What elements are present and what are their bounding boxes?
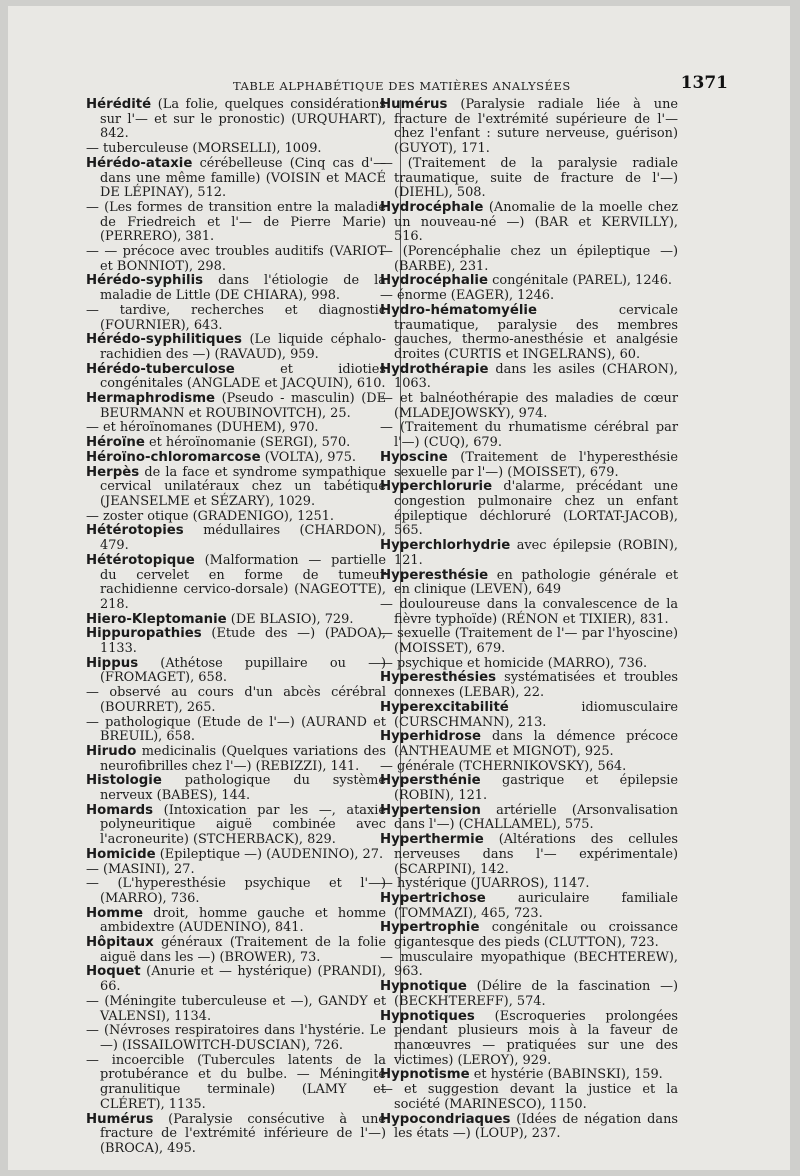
index-subentry: [380, 627, 678, 656]
entry-text: — et suggestion devant la justice et la société (MARINESCO), 1150.: [380, 1082, 678, 1112]
entry-heading: Herpès: [86, 464, 140, 480]
entry-text: gastrique et épilepsie (ROBIN), 121.: [394, 773, 678, 804]
entry-text: (Idées de négation dans les états —) (LOUP), 237.: [394, 1111, 678, 1142]
entry-text: et idioties congénitales (ANGLADE et JACQUIN), 610.: [100, 361, 386, 392]
entry-heading: Hypnotisme: [380, 1067, 470, 1083]
entry-heading: Héroïne: [86, 435, 145, 451]
index-subentry: [380, 245, 678, 274]
index-entry: [380, 98, 678, 157]
entry-text: congénitale ou croissance gigantesque des pieds (CLUTTON), 723.: [394, 920, 678, 951]
index-entry: [380, 921, 678, 950]
index-entry: [380, 1068, 678, 1083]
entry-heading: Hérédo-syphilitiques: [86, 332, 242, 348]
entry-heading: Hermaphrodisme: [86, 391, 216, 407]
index-column-left: [86, 98, 386, 1157]
entry-text: et héroïnomanie (SERGI), 570.: [144, 435, 351, 451]
index-entry: [86, 451, 386, 466]
entry-heading: Hôpitaux: [86, 935, 154, 951]
entry-text: (Traitement de l'hyperesthésie sexuelle par l'—) (MOISSET), 679.: [394, 449, 678, 480]
entry-heading: Hypertension: [380, 802, 481, 818]
index-subentry: [380, 289, 678, 304]
entry-heading: Héroïno-chloromarcose: [86, 449, 261, 465]
entry-heading: Hyperhidrose: [380, 729, 482, 745]
entry-heading: Hiero-Kleptomanie: [86, 611, 227, 627]
index-entry: [380, 671, 678, 700]
entry-text: généraux (Traitement de la folie aiguë dans les —) (BROWER), 73.: [100, 935, 386, 965]
entry-heading: Hyperchlorhydrie: [380, 538, 511, 554]
entry-heading: Hydro-hématomyélie: [380, 302, 538, 318]
entry-text: (Etude des —) (PADOA), 1133.: [100, 626, 386, 657]
entry-heading: Hyperesthésie: [380, 567, 489, 583]
entry-text: — — précoce avec troubles auditifs (VARIOT et BONNIOT), 298.: [86, 244, 386, 274]
index-entry: [86, 657, 386, 686]
entry-text: de la face et syndrome sympathique cervical unilatéraux chez un tabétique (JEANSELME et SÉZARY), 1029.: [100, 464, 386, 509]
entry-heading: Hérédité: [86, 97, 152, 112]
entry-text: — (Méningite tuberculeuse et —), GANDY et VALENSI), 1134.: [86, 993, 386, 1024]
entry-text: droit, homme gauche et homme ambidextre (AUDENINO), 841.: [100, 905, 386, 936]
index-entry: [380, 363, 678, 392]
entry-text: (La folie, quelques considérations sur l'— et sur le pronostic) (URQUHART), 842.: [100, 97, 386, 142]
index-entry: [380, 1010, 678, 1069]
index-entry: [86, 613, 386, 628]
index-entry: [86, 745, 386, 774]
entry-text: en pathologie générale et en clinique (LEVEN), 649: [394, 567, 678, 598]
index-subentry: [86, 686, 386, 715]
index-entry: [86, 554, 386, 613]
index-subentry: [86, 142, 386, 157]
entry-text: (DE BLASIO), 729.: [226, 611, 354, 627]
index-entry: [86, 363, 386, 392]
entry-text: — psychique et homicide (MARRO), 736.: [380, 655, 648, 671]
entry-text: — et héroïnomanes (DUHEM), 970.: [86, 420, 319, 436]
index-subentry: [86, 716, 386, 745]
entry-text: (Escroqueries prolongées pendant plusieurs mois à la faveur de manœuvres — pratiquées sur une des victimes) (LEROY), 929.: [394, 1008, 678, 1068]
index-column-right: [380, 98, 678, 1142]
index-subentry: [380, 877, 678, 892]
entry-text: — (Traitement du rhumatisme cérébral par l'—) (CUQ), 679.: [380, 420, 678, 451]
entry-heading: Hérédo-tuberculose: [86, 361, 235, 377]
entry-text: systématisées et troubles connexes (LEBAR), 22.: [394, 670, 678, 701]
entry-text: (Epileptique —) (AUDENINO), 27.: [155, 846, 384, 862]
entry-text: — (L'hyperesthésie psychique et l'—) (MARRO), 736.: [86, 876, 386, 906]
index-subentry: [380, 1083, 678, 1112]
entry-heading: Humérus: [86, 1111, 154, 1127]
entry-text: (Pseudo - masculin) (DE BEURMANN et ROUBINOVITCH), 25.: [100, 391, 386, 421]
index-entry: [86, 274, 386, 303]
index-entry: [86, 524, 386, 553]
entry-text: artérielle (Arsonvalisation dans l'—) (CHALLAMEL), 575.: [394, 802, 678, 833]
entry-heading: Hypersthénie: [380, 773, 481, 789]
entry-text: — pathologique (Etude de l'—) (AURAND et BREUIL), 658.: [86, 714, 386, 745]
entry-text: cérébelleuse (Cinq cas d'— dans une même famille) (VOISIN et MACÉ DE LÉPINAY), 512.: [100, 155, 386, 201]
index-subentry: [86, 1054, 386, 1113]
index-subentry: [380, 392, 678, 421]
index-entry: [86, 333, 386, 362]
entry-heading: Hypertrophie: [380, 920, 480, 936]
index-entry: [380, 701, 678, 730]
entry-text: (Paralysie consécutive à une fracture de l'extrémité inférieure de l'—) (BROCA), 495.: [100, 1111, 386, 1156]
index-entry: [380, 833, 678, 877]
entry-text: — zoster otique (GRADENIGO), 1251.: [86, 508, 335, 524]
entry-heading: Hyperchlorurie: [380, 479, 493, 495]
index-entry: [380, 304, 678, 363]
entry-heading: Hyperexcitabilité: [380, 699, 509, 715]
index-entry: [86, 848, 386, 863]
entry-text: — tuberculeuse (MORSELLI), 1009.: [86, 141, 322, 157]
entry-text: auriculaire familiale (TOMMAZI), 465, 723.: [394, 890, 678, 921]
entry-text: (Paralysie radiale liée à une fracture de l'extrémité supérieure de l'— chez l'enfant : suture nerveuse, guérison) (GUYOT), 171.: [394, 97, 678, 157]
entry-text: dans les asiles (CHARON), 1063.: [394, 361, 678, 392]
index-subentry: [86, 201, 386, 245]
entry-heading: Hypnotique: [380, 979, 467, 995]
entry-text: (Anurie et — hystérique) (PRANDI), 66.: [100, 964, 386, 995]
index-entry: [86, 804, 386, 848]
entry-heading: Hydrocéphalie: [380, 273, 488, 289]
entry-text: idiomusculaire (CURSCHMANN), 213.: [394, 699, 678, 730]
entry-text: — incoercible (Tubercules latents de la protubérance et du bulbe. — Méningite granulitique terminale) (LAMY et CLÉRET), 1135.: [86, 1052, 386, 1112]
entry-text: — (MASINI), 27.: [86, 861, 195, 877]
entry-text: (Anomalie de la moelle chez un nouveau-né —) (BAR et KERVILLY), 516.: [394, 199, 678, 245]
index-entry: [380, 804, 678, 833]
entry-text: medicinalis (Quelques variations des neurofibrilles chez l'—) (REBIZZI), 141.: [100, 743, 386, 774]
entry-text: (Intoxication par les —, ataxie polyneuritique aiguë combinée avec l'acroneurite) (STCHERBACK), 829.: [100, 802, 386, 848]
index-subentry: [86, 245, 386, 274]
entry-heading: Hydrothérapie: [380, 361, 489, 377]
entry-text: — observé au cours d'un abcès cérébral (BOURRET), 265.: [86, 685, 386, 715]
entry-text: cervicale traumatique, paralysie des membres gauches, thermo-anesthésie et analgésie droites (CURTIS et INGELRANS), 60.: [394, 302, 678, 362]
index-subentry: [86, 863, 386, 878]
index-entry: [86, 98, 386, 142]
index-subentry: [380, 598, 678, 627]
entry-heading: Hérédo-syphilis: [86, 273, 204, 289]
entry-heading: Hyperthermie: [380, 832, 484, 848]
index-entry: [380, 1113, 678, 1142]
entry-heading: Hydrocéphale: [380, 199, 484, 215]
index-entry: [86, 466, 386, 510]
index-entry: [86, 936, 386, 965]
entry-text: (Altérations des cellules nerveuses dans l'— expérimentale) (SCARPINI), 142.: [394, 832, 678, 877]
entry-text: — hystérique (JUARROS), 1147.: [380, 876, 590, 892]
index-entry: [380, 774, 678, 803]
index-entry: [86, 157, 386, 201]
entry-heading: Hérédo-ataxie: [86, 155, 193, 171]
entry-text: — (Les formes de transition entre la maladie de Friedreich et l'— de Pierre Marie) (PERRERO), 381.: [86, 199, 386, 245]
entry-heading: Hypocondriaques: [380, 1111, 511, 1127]
index-subentry: [86, 995, 386, 1024]
entry-text: — énorme (EAGER), 1246.: [380, 288, 555, 304]
index-entry: [86, 774, 386, 803]
entry-text: d'alarme, précédant une congestion pulmonaire chez un enfant épileptique déchloruré (LORTAT-JACOB), 565.: [394, 479, 678, 539]
entry-text: — (Traitement de la paralysie radiale traumatique, suite de fracture de l'—) (DIEHL), 508.: [380, 155, 678, 201]
entry-heading: Hétérotopique: [86, 552, 195, 568]
entry-heading: Homme: [86, 905, 143, 921]
entry-text: pathologique du système nerveux (BABES), 144.: [100, 773, 386, 804]
entry-heading: Hypertrichose: [380, 890, 486, 906]
entry-text: dans l'étiologie de la maladie de Little (DE CHIARA), 998.: [100, 273, 386, 304]
index-entry: [380, 480, 678, 539]
entry-heading: Hypnotiques: [380, 1008, 475, 1024]
entry-text: — et balnéothérapie des maladies de cœur (MLADEJOWSKY), 974.: [380, 391, 678, 421]
index-subentry: [86, 421, 386, 436]
index-subentry: [380, 421, 678, 450]
index-entry: [380, 451, 678, 480]
entry-heading: Hyoscine: [380, 449, 448, 465]
running-header: [38, 73, 728, 98]
entry-text: (VOLTA), 975.: [260, 449, 357, 465]
entry-text: (Athétose pupillaire ou —) (FROMAGET), 658.: [100, 655, 386, 686]
entry-heading: Homards: [86, 802, 154, 818]
entry-text: médullaires (CHARDON), 479.: [100, 523, 386, 554]
entry-text: avec épilepsie (ROBIN), 121.: [394, 538, 678, 568]
index-entry: [86, 907, 386, 936]
entry-text: — musculaire myopathique (BECHTEREW), 963.: [380, 949, 678, 980]
entry-text: — sexuelle (Traitement de l'— par l'hyoscine) (MOISSET), 679.: [380, 626, 678, 657]
index-subentry: [86, 877, 386, 906]
index-entry: [380, 980, 678, 1009]
index-entry: [86, 965, 386, 994]
index-entry: [86, 1113, 386, 1157]
index-subentry: [86, 304, 386, 333]
index-subentry: [86, 1024, 386, 1053]
index-entry: [86, 436, 386, 451]
entry-heading: Hyperesthésies: [380, 670, 497, 686]
entry-text: dans la démence précoce (ANTHEAUME et MIGNOT), 925.: [394, 729, 678, 759]
index-entry: [380, 892, 678, 921]
entry-text: — douloureuse dans la convalescence de la fièvre typhoïde) (RÉNON et TIXIER), 831.: [380, 596, 678, 627]
entry-heading: Hippuropathies: [86, 626, 202, 642]
entry-text: — (Névroses respiratoires dans l'hystérie. Le —) (ISSAILOWITCH-DUSCIAN), 726.: [86, 1023, 386, 1053]
entry-text: congénitale (PAREL), 1246.: [488, 273, 673, 289]
entry-heading: Histologie: [86, 773, 162, 789]
entry-text: (Malformation — partielle du cervelet en forme de tumeur rachidienne cervico-dorsale) (NAGEOTTE), 218.: [100, 552, 386, 612]
entry-text: (Le liquide céphalo-rachidien des —) (RAVAUD), 959.: [100, 332, 386, 362]
index-subentry: [380, 951, 678, 980]
index-entry: [380, 569, 678, 598]
entry-heading: Homicide: [86, 846, 156, 862]
index-entry: [86, 627, 386, 656]
index-subentry: [380, 157, 678, 201]
index-entry: [86, 392, 386, 421]
entry-heading: Hippus: [86, 655, 139, 671]
entry-heading: Hoquet: [86, 964, 141, 980]
index-entry: [380, 730, 678, 759]
entry-text: — tardive, recherches et diagnostic (FOURNIER), 643.: [86, 302, 386, 333]
index-entry: [380, 201, 678, 245]
index-entry: [380, 274, 678, 289]
page-number: 1371: [680, 73, 728, 93]
entry-heading: Hétérotopies: [86, 523, 184, 539]
header-title: TABLE ALPHABÉTIQUE DES MATIÈRES ANALYSÉES: [233, 79, 571, 93]
entry-text: et hystérie (BABINSKI), 159.: [469, 1067, 663, 1083]
entry-heading: Hirudo: [86, 743, 137, 759]
index-entry: [380, 539, 678, 568]
entry-text: (Délire de la fascination —) (BECKHTEREFF), 574.: [394, 979, 678, 1009]
entry-text: — générale (TCHERNIKOVSKY), 564.: [380, 758, 627, 774]
entry-text: — (Porencéphalie chez un épileptique —) (BARBE), 231.: [380, 244, 678, 274]
entry-heading: Humérus: [380, 97, 448, 112]
